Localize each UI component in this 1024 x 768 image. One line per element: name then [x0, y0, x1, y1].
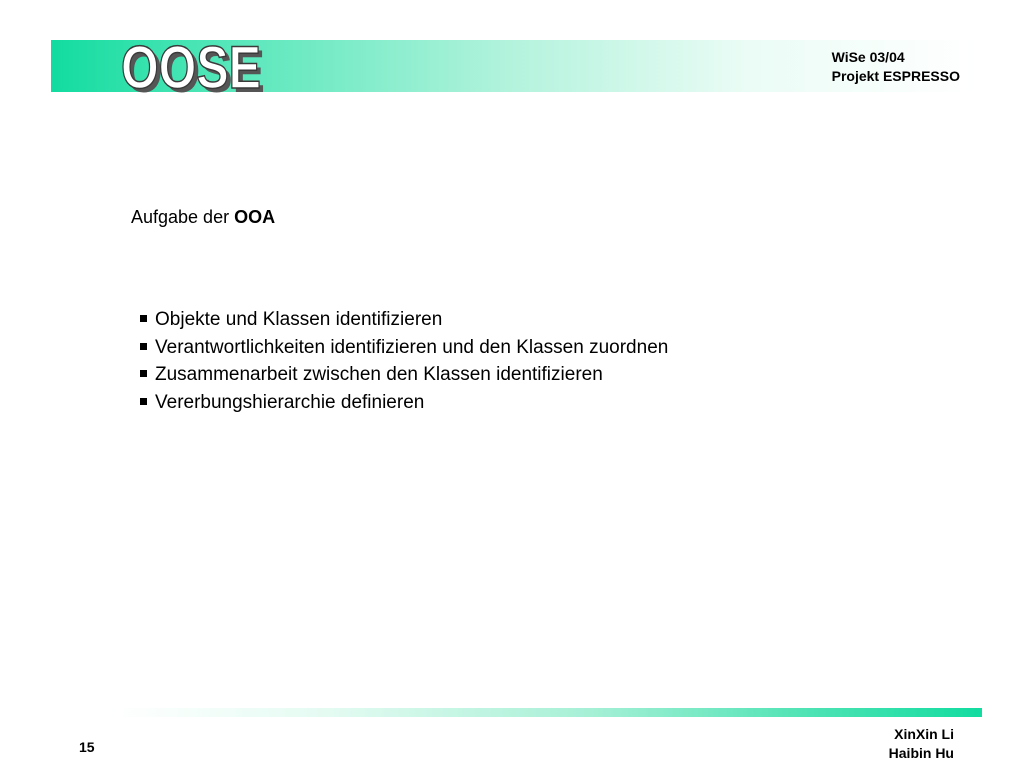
semester-label: WiSe 03/04: [831, 49, 905, 65]
square-bullet-icon: [140, 370, 147, 377]
bullet-list: [140, 306, 668, 416]
project-label: Projekt ESPRESSO: [831, 68, 960, 84]
oose-logo-shadow: OOSE: [125, 38, 265, 102]
bullet-text: Objekte und Klassen identifizieren: [155, 309, 443, 330]
bullet-item: [140, 361, 668, 389]
author-name: Haibin Hu: [888, 745, 954, 761]
square-bullet-icon: [140, 315, 147, 322]
page-number: 15: [79, 739, 95, 755]
bullet-text: Vererbungshierarchie definieren: [155, 391, 425, 413]
oose-logo: [118, 30, 278, 102]
authors: [889, 725, 954, 763]
bullet-text: Verantwortlichkeiten identifizieren und den Klassen zuordnen: [155, 336, 669, 358]
title-emphasis: OOA: [234, 207, 276, 227]
header-info: [832, 48, 960, 86]
title-prefix: Aufgabe der: [131, 207, 230, 227]
footer-gradient-band: [110, 708, 982, 717]
bullet-item: [140, 306, 668, 334]
bullet-item: [140, 334, 668, 362]
square-bullet-icon: [140, 398, 147, 405]
bullet-item: [140, 389, 668, 417]
slide-title: [131, 205, 275, 229]
bullet-text: Zusammenarbeit zwischen den Klassen identifizieren: [155, 364, 603, 385]
oose-logo-text: OOSE: [121, 34, 261, 101]
author-name: XinXin Li: [894, 726, 954, 742]
square-bullet-icon: [140, 343, 147, 350]
